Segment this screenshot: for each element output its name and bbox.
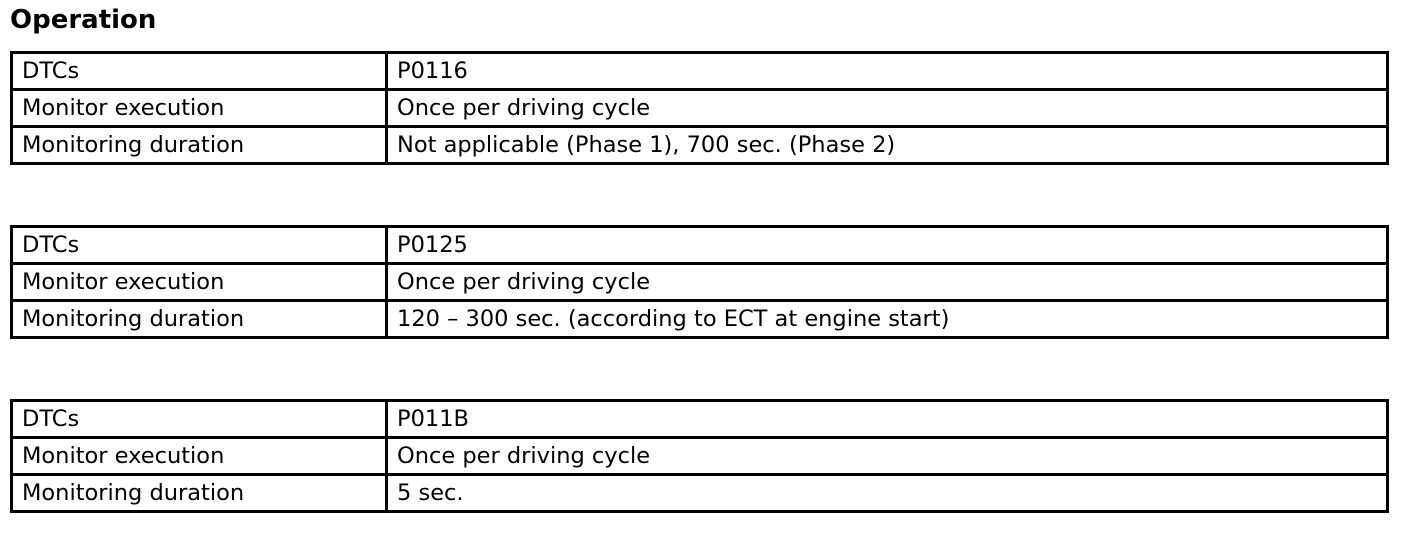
table-row	[12, 127, 1388, 164]
dtc-table-p0116	[10, 51, 1389, 165]
row-label: DTCs	[12, 227, 387, 264]
row-value: Once per driving cycle	[387, 90, 1388, 127]
table-row	[12, 264, 1388, 301]
row-value: P0116	[387, 53, 1388, 90]
row-label: Monitor execution	[12, 90, 387, 127]
row-label: Monitoring duration	[12, 301, 387, 338]
row-value: P011B	[387, 401, 1388, 438]
row-value: Once per driving cycle	[387, 438, 1388, 475]
table-row	[12, 90, 1388, 127]
row-value: P0125	[387, 227, 1388, 264]
section-heading: Operation	[10, 5, 157, 35]
row-label: Monitoring duration	[12, 475, 387, 512]
row-value: 5 sec.	[387, 475, 1388, 512]
table-row	[12, 401, 1388, 438]
table-row	[12, 475, 1388, 512]
table-row	[12, 53, 1388, 90]
row-label: Monitor execution	[12, 438, 387, 475]
dtc-table-p011b	[10, 399, 1389, 513]
table-row	[12, 438, 1388, 475]
row-value: Once per driving cycle	[387, 264, 1388, 301]
row-value: Not applicable (Phase 1), 700 sec. (Phase 2)	[387, 127, 1388, 164]
row-label: DTCs	[12, 401, 387, 438]
dtc-table-p0125	[10, 225, 1389, 339]
row-label: DTCs	[12, 53, 387, 90]
row-value: 120 – 300 sec. (according to ECT at engine start)	[387, 301, 1388, 338]
row-label: Monitor execution	[12, 264, 387, 301]
table-row	[12, 301, 1388, 338]
table-row	[12, 227, 1388, 264]
row-label: Monitoring duration	[12, 127, 387, 164]
